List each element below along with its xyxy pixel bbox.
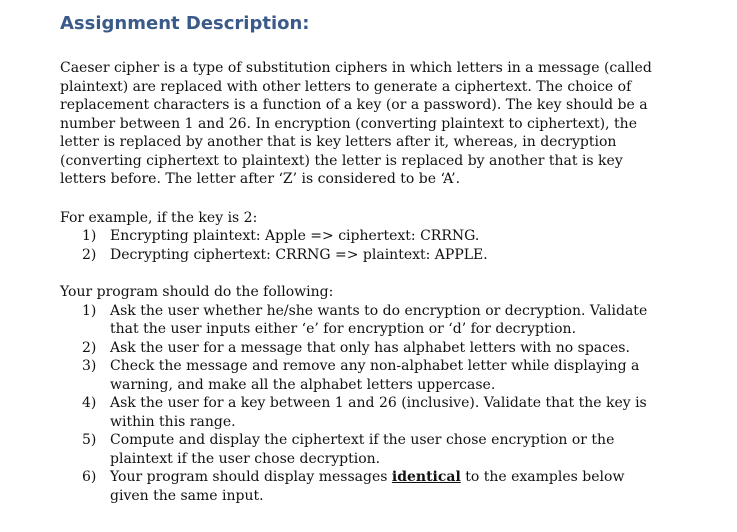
list-number: 2) bbox=[82, 339, 97, 356]
example-intro: For example, if the key is 2: bbox=[60, 209, 258, 226]
step-item bbox=[60, 468, 730, 505]
intro-line: plaintext) are replaced with other letters to generate a ciphertext. The choice of bbox=[60, 78, 632, 95]
list-number: 2) bbox=[82, 246, 97, 263]
step-item bbox=[60, 302, 730, 339]
assignment-document bbox=[60, 0, 730, 505]
intro-line: replacement characters is a function of a key (or a password). The key should be a bbox=[60, 97, 648, 113]
step-item bbox=[60, 394, 730, 431]
list-number: 6) bbox=[82, 469, 97, 485]
step-line: Ask the user for a message that only has alphabet letters with no spaces. bbox=[110, 339, 630, 356]
intro-line: (converting ciphertext to plaintext) the letter is replaced by another that is key bbox=[60, 152, 623, 169]
example-item bbox=[60, 227, 730, 246]
list-number: 1) bbox=[82, 228, 97, 244]
step-text: Your program should display messages bbox=[110, 469, 392, 485]
list-number: 4) bbox=[82, 395, 97, 411]
list-number: 1) bbox=[82, 302, 97, 319]
intro-line: Caeser cipher is a type of substitution ciphers in which letters in a message (called bbox=[60, 60, 652, 76]
step-line: that the user inputs either ‘e’ for encryption or ‘d’ for decryption. bbox=[110, 321, 577, 337]
step-line: Compute and display the ciphertext if the user chose encryption or the bbox=[110, 432, 615, 448]
step-line: given the same input. bbox=[110, 487, 264, 504]
emphasis-identical: identical bbox=[391, 469, 461, 485]
step-text: to the examples below bbox=[460, 469, 625, 485]
step-line bbox=[110, 468, 730, 487]
intro-line: letters before. The letter after ‘Z’ is considered to be ‘A’. bbox=[60, 171, 461, 187]
example-list bbox=[60, 227, 730, 264]
step-line: within this range. bbox=[110, 413, 236, 430]
intro-line: number between 1 and 26. In encryption (converting plaintext to ciphertext), the bbox=[60, 115, 637, 132]
step-line: Check the message and remove any non-alphabet letter while displaying a bbox=[110, 358, 640, 374]
step-line: plaintext if the user chose decryption. bbox=[110, 450, 381, 467]
intro-paragraph bbox=[60, 59, 730, 189]
step-line: Ask the user for a key between 1 and 26 (inclusive). Validate that the key is bbox=[110, 395, 647, 411]
steps-intro: Your program should do the following: bbox=[60, 284, 334, 300]
steps-list bbox=[60, 302, 730, 506]
section-heading: Assignment Description: bbox=[60, 13, 310, 34]
step-item bbox=[60, 357, 730, 394]
example-item bbox=[60, 246, 730, 265]
step-line: warning, and make all the alphabet letters uppercase. bbox=[110, 376, 496, 393]
step-line: Ask the user whether he/she wants to do encryption or decryption. Validate bbox=[110, 302, 648, 319]
example-text: Decrypting ciphertext: CRRNG => plaintext: APPLE. bbox=[110, 246, 488, 263]
intro-line: letter is replaced by another that is key letters after it, whereas, in decryption bbox=[60, 134, 617, 150]
step-item bbox=[60, 431, 730, 468]
list-number: 5) bbox=[82, 432, 97, 448]
list-number: 3) bbox=[82, 358, 97, 374]
step-item bbox=[60, 339, 730, 358]
example-text: Encrypting plaintext: Apple => ciphertext: CRRNG. bbox=[110, 228, 480, 244]
